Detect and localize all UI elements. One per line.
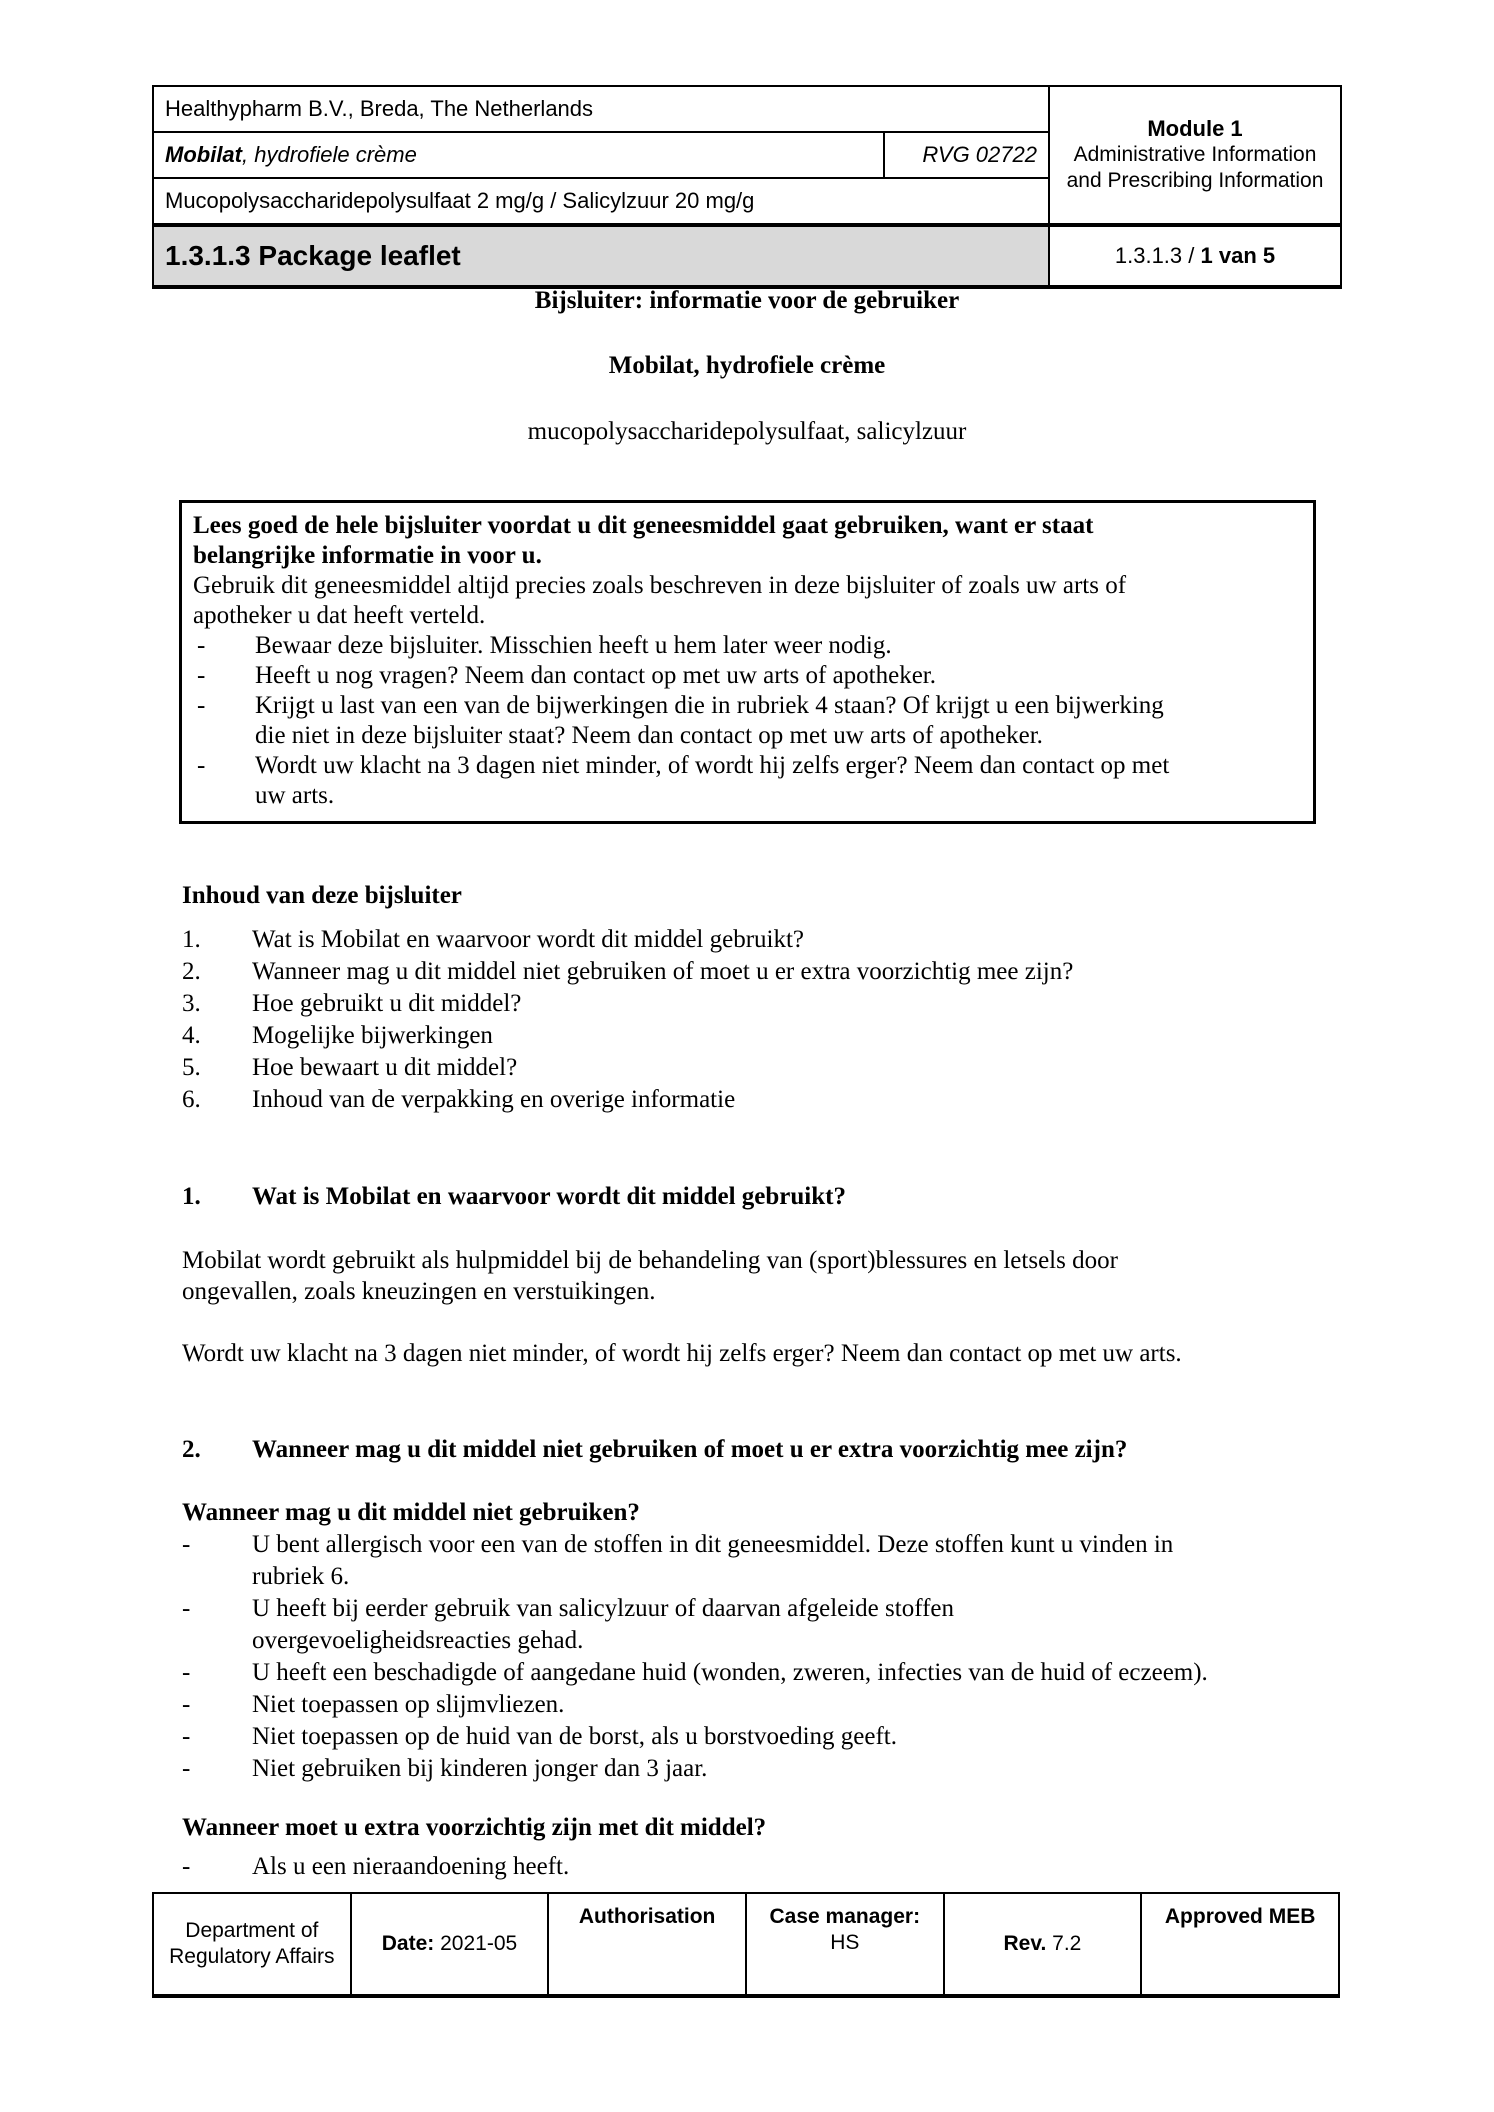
toc-item xyxy=(182,988,1322,1020)
product-name: Mobilat xyxy=(165,142,242,167)
contraindication-bullet xyxy=(182,1753,1322,1785)
section-2-title: Wanneer mag u dit middel niet gebruiken of moet u er extra voorzichtig mee zijn? xyxy=(252,1436,1128,1463)
bullet-text: Als u een nieraandoening heeft. xyxy=(252,1853,570,1880)
approved-cell: Approved MEB xyxy=(1141,1893,1339,1996)
substances-title: mucopolysaccharidepolysulfaat, salicylzuur xyxy=(527,418,967,445)
contraindication-bullet xyxy=(182,1657,1322,1689)
case-manager-label: Case manager: xyxy=(769,1905,921,1928)
composition-text: Mucopolysaccharidepolysulfaat 2 mg/g / Salicylzuur 20 mg/g xyxy=(165,188,755,213)
revision-label: Rev. xyxy=(1003,1932,1047,1955)
toc-list xyxy=(182,924,1322,1116)
company-name: Healthypharm B.V., Breda, The Netherlands xyxy=(165,96,594,121)
contraindication-bullet xyxy=(182,1529,1322,1593)
paragraph-line: Mobilat wordt gebruikt als hulpmiddel bij de behandeling van (sport)blessures en letsels door xyxy=(182,1247,1118,1274)
toc-item-text: Wanneer mag u dit middel niet gebruiken of moet u er extra voorzichtig mee zijn? xyxy=(252,958,1074,985)
paragraph-line: Wordt uw klacht na 3 dagen niet minder, of wordt hij zelfs erger? Neem dan contact op met uw arts. xyxy=(182,1340,1182,1367)
subheading-when-not-to-use: Wanneer mag u dit middel niet gebruiken? xyxy=(182,1499,640,1526)
section-2-heading xyxy=(182,1434,1322,1465)
section-1-number: 1. xyxy=(182,1183,201,1210)
toc-item xyxy=(182,1084,1322,1116)
department-cell xyxy=(153,1893,351,1996)
toc-item xyxy=(182,956,1322,988)
module-cell xyxy=(1049,86,1341,225)
warning-intro-bold-line2: belangrijke informatie in voor u. xyxy=(193,542,542,569)
contraindication-list xyxy=(182,1529,1322,1785)
toc-item-text: Hoe gebruikt u dit middel? xyxy=(252,990,522,1017)
department-line1: Department of xyxy=(185,1919,319,1942)
composition-cell xyxy=(153,178,1049,225)
warning-bullet-text: Bewaar deze bijsluiter. Misschien heeft u hem later weer nodig. xyxy=(255,632,892,659)
caution-list xyxy=(182,1851,1322,1883)
warning-box xyxy=(179,500,1316,824)
bullet-text: rubriek 6. xyxy=(252,1563,350,1590)
product-cell xyxy=(153,132,884,178)
case-manager-value: HS xyxy=(830,1931,860,1954)
bullet-dash: - xyxy=(182,1755,191,1782)
date-cell xyxy=(351,1893,549,1996)
toc-item-number: 4. xyxy=(182,1022,201,1049)
company-cell xyxy=(153,86,1049,132)
toc-item-text: Wat is Mobilat en waarvoor wordt dit middel gebruikt? xyxy=(252,926,805,953)
bullet-text: Niet gebruiken bij kinderen jonger dan 3 jaar. xyxy=(252,1755,708,1782)
module-line1: Administrative Information xyxy=(1073,143,1317,166)
toc-item-number: 3. xyxy=(182,990,201,1017)
warning-intro-line1: Gebruik dit geneesmiddel altijd precies zoals beschreven in deze bijsluiter of zoals uw arts of xyxy=(193,572,1127,599)
bullet-text: Niet toepassen op de huid van de borst, als u borstvoeding geeft. xyxy=(252,1723,897,1750)
page-ref-cell xyxy=(1049,225,1341,287)
warning-bullet xyxy=(193,751,1301,811)
bullet-text: overgevoeligheidsreacties gehad. xyxy=(252,1627,584,1654)
rvg-number: RVG 02722 xyxy=(922,142,1037,167)
revision-cell xyxy=(944,1893,1142,1996)
toc-item xyxy=(182,1020,1322,1052)
warning-intro-bold-line1: Lees goed de hele bijsluiter voordat u dit geneesmiddel gaat gebruiken, want er staat xyxy=(193,512,1094,539)
warning-bullet-text: Heeft u nog vragen? Neem dan contact op met uw arts of apotheker. xyxy=(255,662,936,689)
bullet-text: U heeft bij eerder gebruik van salicylzuur of daarvan afgeleide stoffen xyxy=(252,1595,955,1622)
bullet-dash: - xyxy=(182,1531,191,1558)
subheading-extra-caution: Wanneer moet u extra voorzichtig zijn met dit middel? xyxy=(182,1814,767,1841)
toc-item xyxy=(182,1052,1322,1084)
bullet-text: Niet toepassen op slijmvliezen. xyxy=(252,1691,565,1718)
toc-item-number: 2. xyxy=(182,958,201,985)
revision-value: 7.2 xyxy=(1052,1932,1082,1955)
toc-item-text: Mogelijke bijwerkingen xyxy=(252,1022,493,1049)
section-label: 1.3.1.3 Package leaflet xyxy=(165,240,461,271)
date-label: Date: xyxy=(381,1932,435,1955)
bullet-dash: - xyxy=(182,1723,191,1750)
date-value: 2021-05 xyxy=(440,1932,518,1955)
bullet-text: U heeft een beschadigde of aangedane huid (wonden, zweren, infecties van de huid of eczeem). xyxy=(252,1659,1208,1686)
section-1-paragraph-1 xyxy=(182,1245,1322,1307)
bullet-text: U bent allergisch voor een van de stoffen in dit geneesmiddel. Deze stoffen kunt u vinden in xyxy=(252,1531,1174,1558)
toc-title: Inhoud van deze bijsluiter xyxy=(182,882,462,909)
department-line2: Regulatory Affairs xyxy=(169,1945,335,1968)
toc-item-number: 5. xyxy=(182,1054,201,1081)
section-1-heading xyxy=(182,1181,1322,1212)
toc-item-text: Inhoud van de verpakking en overige informatie xyxy=(252,1086,736,1113)
caution-bullet xyxy=(182,1851,1322,1883)
bullet-dash: - xyxy=(197,692,206,719)
toc-item-text: Hoe bewaart u dit middel? xyxy=(252,1054,518,1081)
footer-table xyxy=(152,1892,1340,1998)
warning-bullet-text: Krijgt u last van een van de bijwerkingen die in rubriek 4 staan? Of krijgt u een bijwerking xyxy=(255,692,1164,719)
warning-bullet-text: die niet in deze bijsluiter staat? Neem dan contact op met uw arts of apotheker. xyxy=(255,722,1043,749)
warning-bullet-text: uw arts. xyxy=(255,782,335,809)
warning-bullet xyxy=(193,661,1301,691)
warning-bullet xyxy=(193,631,1301,661)
bullet-dash: - xyxy=(197,752,206,779)
page-ref-number: 1 van 5 xyxy=(1200,243,1276,268)
bullet-dash: - xyxy=(182,1659,191,1686)
leaflet-title: Bijsluiter: informatie voor de gebruiker xyxy=(534,287,960,314)
section-1-title: Wat is Mobilat en waarvoor wordt dit middel gebruikt? xyxy=(252,1183,846,1210)
module-line2: and Prescribing Information xyxy=(1066,169,1324,192)
product-title: Mobilat, hydrofiele crème xyxy=(608,352,886,379)
toc-item-number: 6. xyxy=(182,1086,201,1113)
header-table xyxy=(152,85,1342,289)
warning-bullet-text: Wordt uw klacht na 3 dagen niet minder, of wordt hij zelfs erger? Neem dan contact op met xyxy=(255,752,1170,779)
product-form: , hydrofiele crème xyxy=(242,142,417,167)
rvg-cell xyxy=(884,132,1049,178)
contraindication-bullet xyxy=(182,1593,1322,1657)
section-2-number: 2. xyxy=(182,1436,201,1463)
module-title: Module 1 xyxy=(1147,116,1243,141)
bullet-dash: - xyxy=(197,632,206,659)
toc-item xyxy=(182,924,1322,956)
bullet-dash: - xyxy=(182,1853,191,1880)
section-1-paragraph-2 xyxy=(182,1338,1322,1369)
page-ref-prefix: 1.3.1.3 / xyxy=(1114,243,1201,268)
warning-bullet xyxy=(193,691,1301,751)
warning-intro-line2: apotheker u dat heeft verteld. xyxy=(193,602,486,629)
paragraph-line: ongevallen, zoals kneuzingen en verstuikingen. xyxy=(182,1278,656,1305)
bullet-dash: - xyxy=(182,1595,191,1622)
contraindication-bullet xyxy=(182,1721,1322,1753)
bullet-dash: - xyxy=(182,1691,191,1718)
case-manager-cell xyxy=(746,1893,944,1996)
section-label-cell xyxy=(153,225,1049,287)
contraindication-bullet xyxy=(182,1689,1322,1721)
bullet-dash: - xyxy=(197,662,206,689)
toc-item-number: 1. xyxy=(182,926,201,953)
authorisation-cell: Authorisation xyxy=(548,1893,746,1996)
